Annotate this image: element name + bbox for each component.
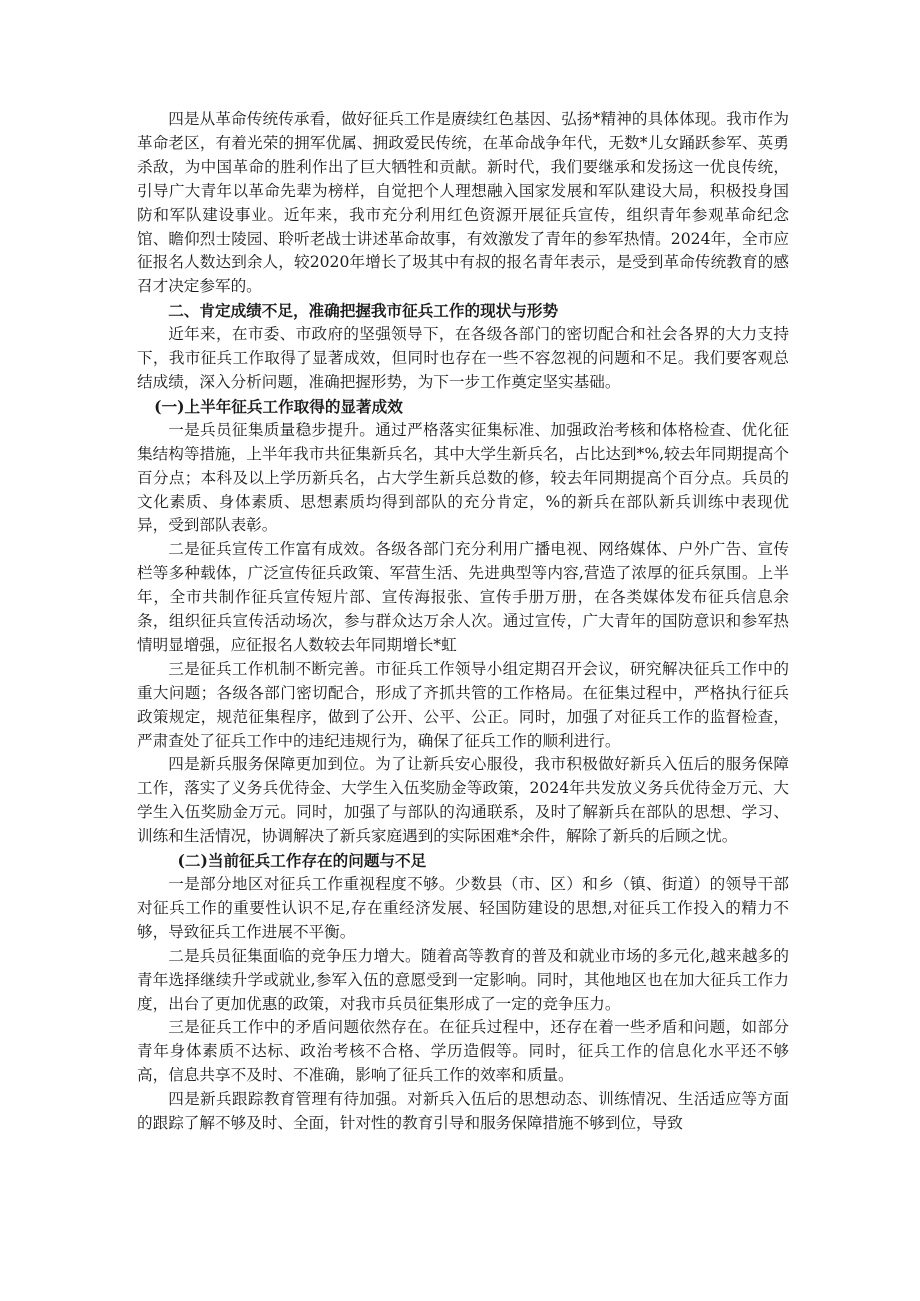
paragraph-problem-3: 三是征兵工作中的矛盾问题依然存在。在征兵过程中，还存在着一些矛盾和问题，如部分青年身体素质不达标、政治考核不合格、学历造假等。同时，征兵工作的信息化水平还不够高，信息共享不及时、不准确，影响了征兵工作的效率和质量。 bbox=[137, 1018, 789, 1085]
subsection-heading-problems: (二)当前征兵工作存在的问题与不足 bbox=[177, 851, 427, 871]
paragraph-revolutionary-tradition: 四是从革命传统传承看，做好征兵工作是赓续红色基因、弘扬*精神的具体体现。我市作为革命老区，有着光荣的拥军优属、拥政爱民传统，在革命战争年代，无数*儿女踊跃参军、英勇杀敌，为中国革命的胜利作出了巨大牺牲和贡献。新时代，我们要继承和发扬这一优良传统，引导广大青年以革命先辈为榜样，自觉把个人理想融入国家发展和军队建设大局，积极投身国防和军队建设事业。近年来，我市充分利用红色资源开展征兵宣传，组织青年参观革命纪念馆、瞻仰烈士陵园、聆听老战士讲述革命故事，有效激发了青年的参军热情。2024年，全市应征报名人数达到余人，较2020年增长了圾其中有叔的报名青年表示，是受到革命传统教育的感召才决定参军的。 bbox=[137, 110, 789, 296]
paragraph-problem-4: 四是新兵跟踪教育管理有待加强。对新兵入伍后的思想动态、训练情况、生活适应等方面的跟踪了解不够及时、全面，针对性的教育引导和服务保障措施不够到位，导致 bbox=[137, 1090, 789, 1133]
paragraph-problem-2: 二是兵员征集面临的竞争压力增大。随着高等教育的普及和就业市场的多元化,越来越多的青年选择继续升学或就业,参军入伍的意愿受到一定影响。同时，其他地区也在加大征兵工作力度，出台了更加优惠的政策，对我市兵员征集形成了一定的竞争压力。 bbox=[137, 946, 789, 1013]
paragraph-achievement-3: 三是征兵工作机制不断完善。市征兵工作领导小组定期召开会议，研究解决征兵工作中的重大问题；各级各部门密切配合，形成了齐抓共管的工作格局。在征集过程中，严格执行征兵政策规定，规范征集程序，做到了公开、公平、公正。同时，加强了对征兵工作的监督检查，严肃查处了征兵工作中的违纪违规行为，确保了征兵工作的顺利进行。 bbox=[137, 659, 789, 750]
subsection-heading-achievements: (一)上半年征兵工作取得的显著成效 bbox=[154, 396, 403, 416]
document-page bbox=[137, 108, 789, 1136]
paragraph-achievement-4: 四是新兵服务保障更加到位。为了让新兵安心服役，我市积极做好新兵入伍后的服务保障工作，落实了义务兵优待金、大学生入伍奖励金等政策，2024年共发放义务兵优待金万元、大学生入伍奖励金万元。同时，加强了与部队的沟通联系，及时了解新兵在部队的思想、学习、训练和生活情况，协调解决了新兵家庭遇到的实际困难*余件，解除了新兵的后顾之忧。 bbox=[137, 755, 789, 846]
paragraph-achievement-2: 二是征兵宣传工作富有成效。各级各部门充分利用广播电视、网络媒体、户外广告、宣传栏等多种载体，广泛宣传征兵政策、军营生活、先进典型等内容,营造了浓厚的征兵氛围。上半年，全市共制作征兵宣传短片部、宣传海报张、宣传手册万册，在各类媒体发布征兵信息余条，组织征兵宣传活动场次，参与群众达万余人次。通过宣传，广大青年的国防意识和参军热情明显增强，应征报名人数较去年同期增长*虹 bbox=[137, 540, 789, 654]
paragraph-problem-1: 一是部分地区对征兵工作重视程度不够。少数县（市、区）和乡（镇、街道）的领导干部对征兵工作的重要性认识不足,存在重经济发展、轻国防建设的思想,对征兵工作投入的精力不够，导致征兵工作进展不平衡。 bbox=[137, 875, 789, 941]
paragraph-section-2-intro: 近年来，在市委、市政府的坚强领导下，在各级各部门的密切配合和社会各界的大力支持下，我市征兵工作取得了显著成效，但同时也存在一些不容忽视的问题和不足。我们要客观总结成绩，深入分析问题，准确把握形势，为下一步工作奠定坚实基础。 bbox=[137, 325, 789, 391]
paragraph-achievement-1: 一是兵员征集质量稳步提升。通过严格落实征集标准、加强政治考核和体格检查、优化征集结构等措施，上半年我市共征集新兵名，其中大学生新兵名，占比达到*%,较去年同期提高个百分点；本科及以上学历新兵名，占大学生新兵总数的修，较去年同期提高个百分点。兵员的文化素质、身体素质、思想素质均得到部队的充分肯定，%的新兵在部队新兵训练中表现优异，受到部队表彰。 bbox=[137, 420, 789, 535]
section-heading-2: 二、肯定成绩不足，准确把握我市征兵工作的现状与形势 bbox=[168, 301, 559, 321]
